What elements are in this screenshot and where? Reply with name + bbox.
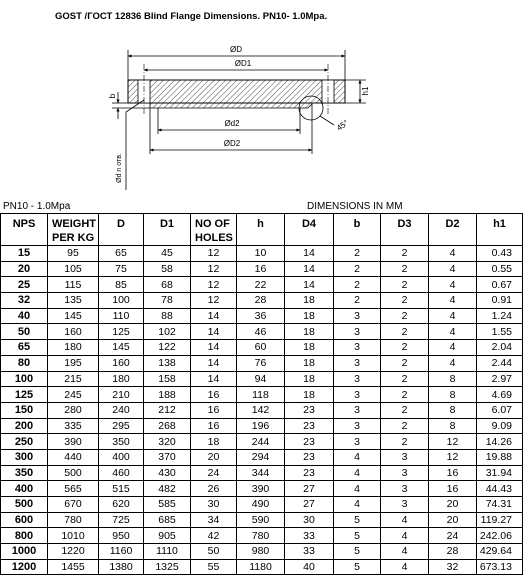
cell-nps: 20: [1, 261, 48, 277]
header-holes: NO OF HOLES: [191, 214, 237, 246]
cell-d3: 2: [381, 261, 429, 277]
cell-weight: 105: [48, 261, 99, 277]
cell-nps: 250: [1, 434, 48, 450]
cell-holes: 24: [191, 465, 237, 481]
cell-weight: 1455: [48, 559, 99, 575]
cell-h: 36: [237, 308, 285, 324]
cell-h: 344: [237, 465, 285, 481]
units-label: DIMENSIONS IN MM: [307, 201, 403, 212]
cell-h: 10: [237, 246, 285, 262]
cell-d2: 24: [429, 528, 477, 544]
cell-d3: 3: [381, 449, 429, 465]
cell-d3: 2: [381, 293, 429, 309]
cell-h1: 6.07: [477, 402, 523, 418]
cell-h1: 119.27: [477, 512, 523, 528]
cell-d2: 16: [429, 481, 477, 497]
cell-h1: 673.13: [477, 559, 523, 575]
cell-h1: 2.44: [477, 355, 523, 371]
cell-b: 5: [334, 512, 381, 528]
table-row-nps-125: [1, 387, 523, 403]
cell-d4: 18: [285, 387, 334, 403]
cell-d: 85: [99, 277, 144, 293]
cell-d3: 4: [381, 528, 429, 544]
chamfer-angle-label: 45°: [334, 118, 351, 133]
cell-h: 142: [237, 402, 285, 418]
cell-d: 145: [99, 340, 144, 356]
cell-h: 980: [237, 544, 285, 560]
table-row-nps-25: [1, 277, 523, 293]
cell-holes: 18: [191, 434, 237, 450]
cell-d3: 3: [381, 481, 429, 497]
cell-d1: 188: [144, 387, 191, 403]
cell-d3: 3: [381, 497, 429, 513]
cell-d: 110: [99, 308, 144, 324]
cell-h1: 0.91: [477, 293, 523, 309]
cell-weight: 135: [48, 293, 99, 309]
cell-h: 16: [237, 261, 285, 277]
header-h: h: [237, 214, 285, 246]
cell-b: 4: [334, 497, 381, 513]
cell-d1: 78: [144, 293, 191, 309]
cell-d: 180: [99, 371, 144, 387]
cell-d: 725: [99, 512, 144, 528]
dim-D2-label: ØD2: [223, 139, 241, 148]
cell-h: 22: [237, 277, 285, 293]
cell-d: 160: [99, 355, 144, 371]
table-header-row: [1, 214, 523, 246]
cell-holes: 14: [191, 371, 237, 387]
table-body: [1, 246, 523, 575]
cell-holes: 14: [191, 324, 237, 340]
cell-h1: 14.26: [477, 434, 523, 450]
table-row-nps-200: [1, 418, 523, 434]
cell-nps: 125: [1, 387, 48, 403]
cell-d1: 1110: [144, 544, 191, 560]
cell-d2: 4: [429, 293, 477, 309]
cell-weight: 145: [48, 308, 99, 324]
cell-h: 780: [237, 528, 285, 544]
cell-d3: 4: [381, 559, 429, 575]
cell-nps: 80: [1, 355, 48, 371]
cell-d1: 88: [144, 308, 191, 324]
cell-h1: 242.06: [477, 528, 523, 544]
cell-d2: 4: [429, 261, 477, 277]
cell-d4: 27: [285, 481, 334, 497]
table-row-nps-40: [1, 308, 523, 324]
table-row-nps-80: [1, 355, 523, 371]
cell-weight: 1220: [48, 544, 99, 560]
cell-d2: 20: [429, 512, 477, 528]
cell-d2: 8: [429, 371, 477, 387]
cell-d2: 8: [429, 418, 477, 434]
cell-h1: 19.88: [477, 449, 523, 465]
cell-holes: 34: [191, 512, 237, 528]
cell-weight: 1010: [48, 528, 99, 544]
cell-weight: 280: [48, 402, 99, 418]
cell-holes: 12: [191, 246, 237, 262]
cell-h: 46: [237, 324, 285, 340]
cell-weight: 215: [48, 371, 99, 387]
cell-b: 3: [334, 340, 381, 356]
cell-d1: 268: [144, 418, 191, 434]
cell-d2: 4: [429, 355, 477, 371]
cell-d4: 14: [285, 277, 334, 293]
cell-b: 3: [334, 402, 381, 418]
cell-weight: 115: [48, 277, 99, 293]
cell-d2: 4: [429, 246, 477, 262]
cell-d1: 585: [144, 497, 191, 513]
table-row-nps-350: [1, 465, 523, 481]
cell-d4: 18: [285, 371, 334, 387]
cell-d4: 18: [285, 308, 334, 324]
cell-d: 1380: [99, 559, 144, 575]
cell-nps: 350: [1, 465, 48, 481]
cell-holes: 12: [191, 293, 237, 309]
dim-h1-label: h1: [361, 86, 370, 96]
cell-holes: 16: [191, 418, 237, 434]
table-row-nps-800: [1, 528, 523, 544]
cell-h1: 74.31: [477, 497, 523, 513]
cell-d2: 4: [429, 324, 477, 340]
cell-d4: 23: [285, 402, 334, 418]
cell-weight: 160: [48, 324, 99, 340]
cell-holes: 26: [191, 481, 237, 497]
cell-d2: 20: [429, 497, 477, 513]
cell-d4: 23: [285, 434, 334, 450]
cell-d4: 30: [285, 512, 334, 528]
cell-d2: 12: [429, 434, 477, 450]
cell-weight: 440: [48, 449, 99, 465]
cell-d4: 33: [285, 544, 334, 560]
table-row-nps-65: [1, 340, 523, 356]
table-row-nps-250: [1, 434, 523, 450]
cell-nps: 200: [1, 418, 48, 434]
cell-d: 75: [99, 261, 144, 277]
blind-flange-drawing: [0, 0, 523, 200]
cell-d4: 18: [285, 324, 334, 340]
cell-d2: 16: [429, 465, 477, 481]
cell-weight: 500: [48, 465, 99, 481]
cell-h: 196: [237, 418, 285, 434]
cell-nps: 300: [1, 449, 48, 465]
cell-d1: 370: [144, 449, 191, 465]
cell-nps: 600: [1, 512, 48, 528]
table-row-nps-600: [1, 512, 523, 528]
cell-h: 1180: [237, 559, 285, 575]
cell-nps: 400: [1, 481, 48, 497]
cell-d1: 138: [144, 355, 191, 371]
cell-d1: 68: [144, 277, 191, 293]
cell-h: 294: [237, 449, 285, 465]
cell-d3: 2: [381, 355, 429, 371]
cell-d2: 12: [429, 449, 477, 465]
table-header: [1, 214, 523, 246]
table-row-nps-15: [1, 246, 523, 262]
cell-h1: 0.55: [477, 261, 523, 277]
flange-body: [128, 80, 345, 103]
cell-d2: 4: [429, 308, 477, 324]
cell-holes: 12: [191, 261, 237, 277]
table-row-nps-100: [1, 371, 523, 387]
cell-d3: 2: [381, 277, 429, 293]
cell-b: 4: [334, 465, 381, 481]
cell-h: 244: [237, 434, 285, 450]
cell-d1: 685: [144, 512, 191, 528]
cell-d2: 4: [429, 277, 477, 293]
cell-d: 620: [99, 497, 144, 513]
cell-holes: 16: [191, 387, 237, 403]
cell-d1: 482: [144, 481, 191, 497]
cell-b: 2: [334, 293, 381, 309]
cell-d3: 2: [381, 371, 429, 387]
cell-h1: 429.64: [477, 544, 523, 560]
cell-d3: 2: [381, 340, 429, 356]
raised-face: [150, 103, 312, 108]
cell-weight: 670: [48, 497, 99, 513]
cell-holes: 16: [191, 402, 237, 418]
table-row-nps-1200: [1, 559, 523, 575]
cell-b: 3: [334, 355, 381, 371]
cell-h: 28: [237, 293, 285, 309]
cell-d3: 2: [381, 246, 429, 262]
pressure-label: PN10 - 1.0Mpa: [3, 201, 71, 212]
cell-d3: 2: [381, 434, 429, 450]
cell-h1: 9.09: [477, 418, 523, 434]
cell-nps: 800: [1, 528, 48, 544]
cell-b: 5: [334, 544, 381, 560]
table-row-nps-400: [1, 481, 523, 497]
cell-d: 100: [99, 293, 144, 309]
cell-nps: 65: [1, 340, 48, 356]
dim-b-label: b: [108, 93, 117, 99]
header-d4: D4: [285, 214, 334, 246]
header-d1: D1: [144, 214, 191, 246]
cell-d1: 158: [144, 371, 191, 387]
cell-nps: 15: [1, 246, 48, 262]
detail-leader: [320, 116, 334, 125]
cell-holes: 12: [191, 277, 237, 293]
header-d2: D2: [429, 214, 477, 246]
cell-b: 3: [334, 371, 381, 387]
cell-b: 3: [334, 387, 381, 403]
cell-weight: 780: [48, 512, 99, 528]
cell-d4: 14: [285, 261, 334, 277]
table-row-nps-500: [1, 497, 523, 513]
cell-d: 400: [99, 449, 144, 465]
cell-holes: 14: [191, 340, 237, 356]
cell-h1: 0.67: [477, 277, 523, 293]
cell-h: 390: [237, 481, 285, 497]
cell-d2: 4: [429, 340, 477, 356]
cell-d2: 32: [429, 559, 477, 575]
cell-d4: 18: [285, 355, 334, 371]
cell-nps: 1000: [1, 544, 48, 560]
cell-d3: 4: [381, 512, 429, 528]
table-row-nps-1000: [1, 544, 523, 560]
dim-d-label: ØD: [230, 45, 242, 54]
cell-d4: 23: [285, 449, 334, 465]
cell-d: 515: [99, 481, 144, 497]
cell-h1: 1.55: [477, 324, 523, 340]
cell-d3: 2: [381, 308, 429, 324]
cell-d3: 2: [381, 418, 429, 434]
cell-holes: 20: [191, 449, 237, 465]
cell-h: 94: [237, 371, 285, 387]
cell-nps: 40: [1, 308, 48, 324]
cell-d1: 58: [144, 261, 191, 277]
cell-d: 950: [99, 528, 144, 544]
table-row-nps-150: [1, 402, 523, 418]
cell-b: 4: [334, 449, 381, 465]
cell-d4: 27: [285, 497, 334, 513]
cell-nps: 25: [1, 277, 48, 293]
cell-d2: 8: [429, 402, 477, 418]
cell-d2: 8: [429, 387, 477, 403]
cell-h: 118: [237, 387, 285, 403]
cell-b: 3: [334, 418, 381, 434]
cell-d4: 18: [285, 293, 334, 309]
cell-d: 240: [99, 402, 144, 418]
cell-b: 4: [334, 481, 381, 497]
cell-d4: 23: [285, 465, 334, 481]
cell-d1: 45: [144, 246, 191, 262]
cell-holes: 30: [191, 497, 237, 513]
header-nps: NPS: [1, 214, 48, 246]
cell-weight: 195: [48, 355, 99, 371]
cell-h1: 4.69: [477, 387, 523, 403]
cell-b: 3: [334, 324, 381, 340]
cell-h1: 2.04: [477, 340, 523, 356]
cell-b: 3: [334, 434, 381, 450]
cell-h: 76: [237, 355, 285, 371]
cell-d3: 2: [381, 402, 429, 418]
cell-d1: 102: [144, 324, 191, 340]
cell-nps: 150: [1, 402, 48, 418]
dim-d2-label: Ød2: [224, 119, 240, 128]
cell-d3: 3: [381, 465, 429, 481]
cell-h1: 0.43: [477, 246, 523, 262]
cell-d: 210: [99, 387, 144, 403]
cell-d: 295: [99, 418, 144, 434]
cell-holes: 14: [191, 355, 237, 371]
table-row-nps-50: [1, 324, 523, 340]
cell-holes: 14: [191, 308, 237, 324]
cell-d4: 40: [285, 559, 334, 575]
header-h1: h1: [477, 214, 523, 246]
cell-d1: 212: [144, 402, 191, 418]
cell-d2: 28: [429, 544, 477, 560]
cell-d: 125: [99, 324, 144, 340]
header-weight: WEIGHT PER KG: [48, 214, 99, 246]
cell-d4: 14: [285, 246, 334, 262]
dim-d1-label: ØD1: [234, 59, 252, 68]
cell-b: 2: [334, 261, 381, 277]
cell-holes: 42: [191, 528, 237, 544]
cell-d: 350: [99, 434, 144, 450]
cell-d4: 33: [285, 528, 334, 544]
cell-weight: 390: [48, 434, 99, 450]
header-b: b: [334, 214, 381, 246]
cell-d3: 2: [381, 324, 429, 340]
cell-h: 490: [237, 497, 285, 513]
cell-b: 2: [334, 246, 381, 262]
cell-b: 3: [334, 308, 381, 324]
cell-weight: 180: [48, 340, 99, 356]
cell-d3: 4: [381, 544, 429, 560]
page-title: GOST /ГОСТ 12836 Blind Flange Dimensions. PN10- 1.0Mpa.: [55, 11, 328, 22]
header-d3: D3: [381, 214, 429, 246]
cell-d3: 2: [381, 387, 429, 403]
cell-nps: 1200: [1, 559, 48, 575]
cell-holes: 50: [191, 544, 237, 560]
cell-b: 5: [334, 559, 381, 575]
cell-d1: 430: [144, 465, 191, 481]
cell-d1: 122: [144, 340, 191, 356]
cell-weight: 565: [48, 481, 99, 497]
cell-b: 2: [334, 277, 381, 293]
cell-h1: 31.94: [477, 465, 523, 481]
cell-d1: 1325: [144, 559, 191, 575]
cell-nps: 100: [1, 371, 48, 387]
cell-h1: 2.97: [477, 371, 523, 387]
cell-d: 65: [99, 246, 144, 262]
table-row-nps-20: [1, 261, 523, 277]
cell-weight: 335: [48, 418, 99, 434]
cell-holes: 55: [191, 559, 237, 575]
cell-h: 590: [237, 512, 285, 528]
cell-d4: 18: [285, 340, 334, 356]
hole-callout-label: Ød n отв.: [116, 153, 123, 183]
cell-d1: 320: [144, 434, 191, 450]
table-row-nps-32: [1, 293, 523, 309]
cell-nps: 50: [1, 324, 48, 340]
cell-h: 60: [237, 340, 285, 356]
cell-h1: 1.24: [477, 308, 523, 324]
dimensions-table: [0, 213, 523, 575]
hole-callout-leader: [126, 100, 144, 190]
cell-d: 460: [99, 465, 144, 481]
table-row-nps-300: [1, 449, 523, 465]
cell-weight: 95: [48, 246, 99, 262]
header-d: D: [99, 214, 144, 246]
cell-d: 1160: [99, 544, 144, 560]
cell-d1: 905: [144, 528, 191, 544]
cell-d4: 23: [285, 418, 334, 434]
cell-b: 5: [334, 528, 381, 544]
cell-nps: 32: [1, 293, 48, 309]
cell-weight: 245: [48, 387, 99, 403]
cell-nps: 500: [1, 497, 48, 513]
cell-h1: 44.43: [477, 481, 523, 497]
